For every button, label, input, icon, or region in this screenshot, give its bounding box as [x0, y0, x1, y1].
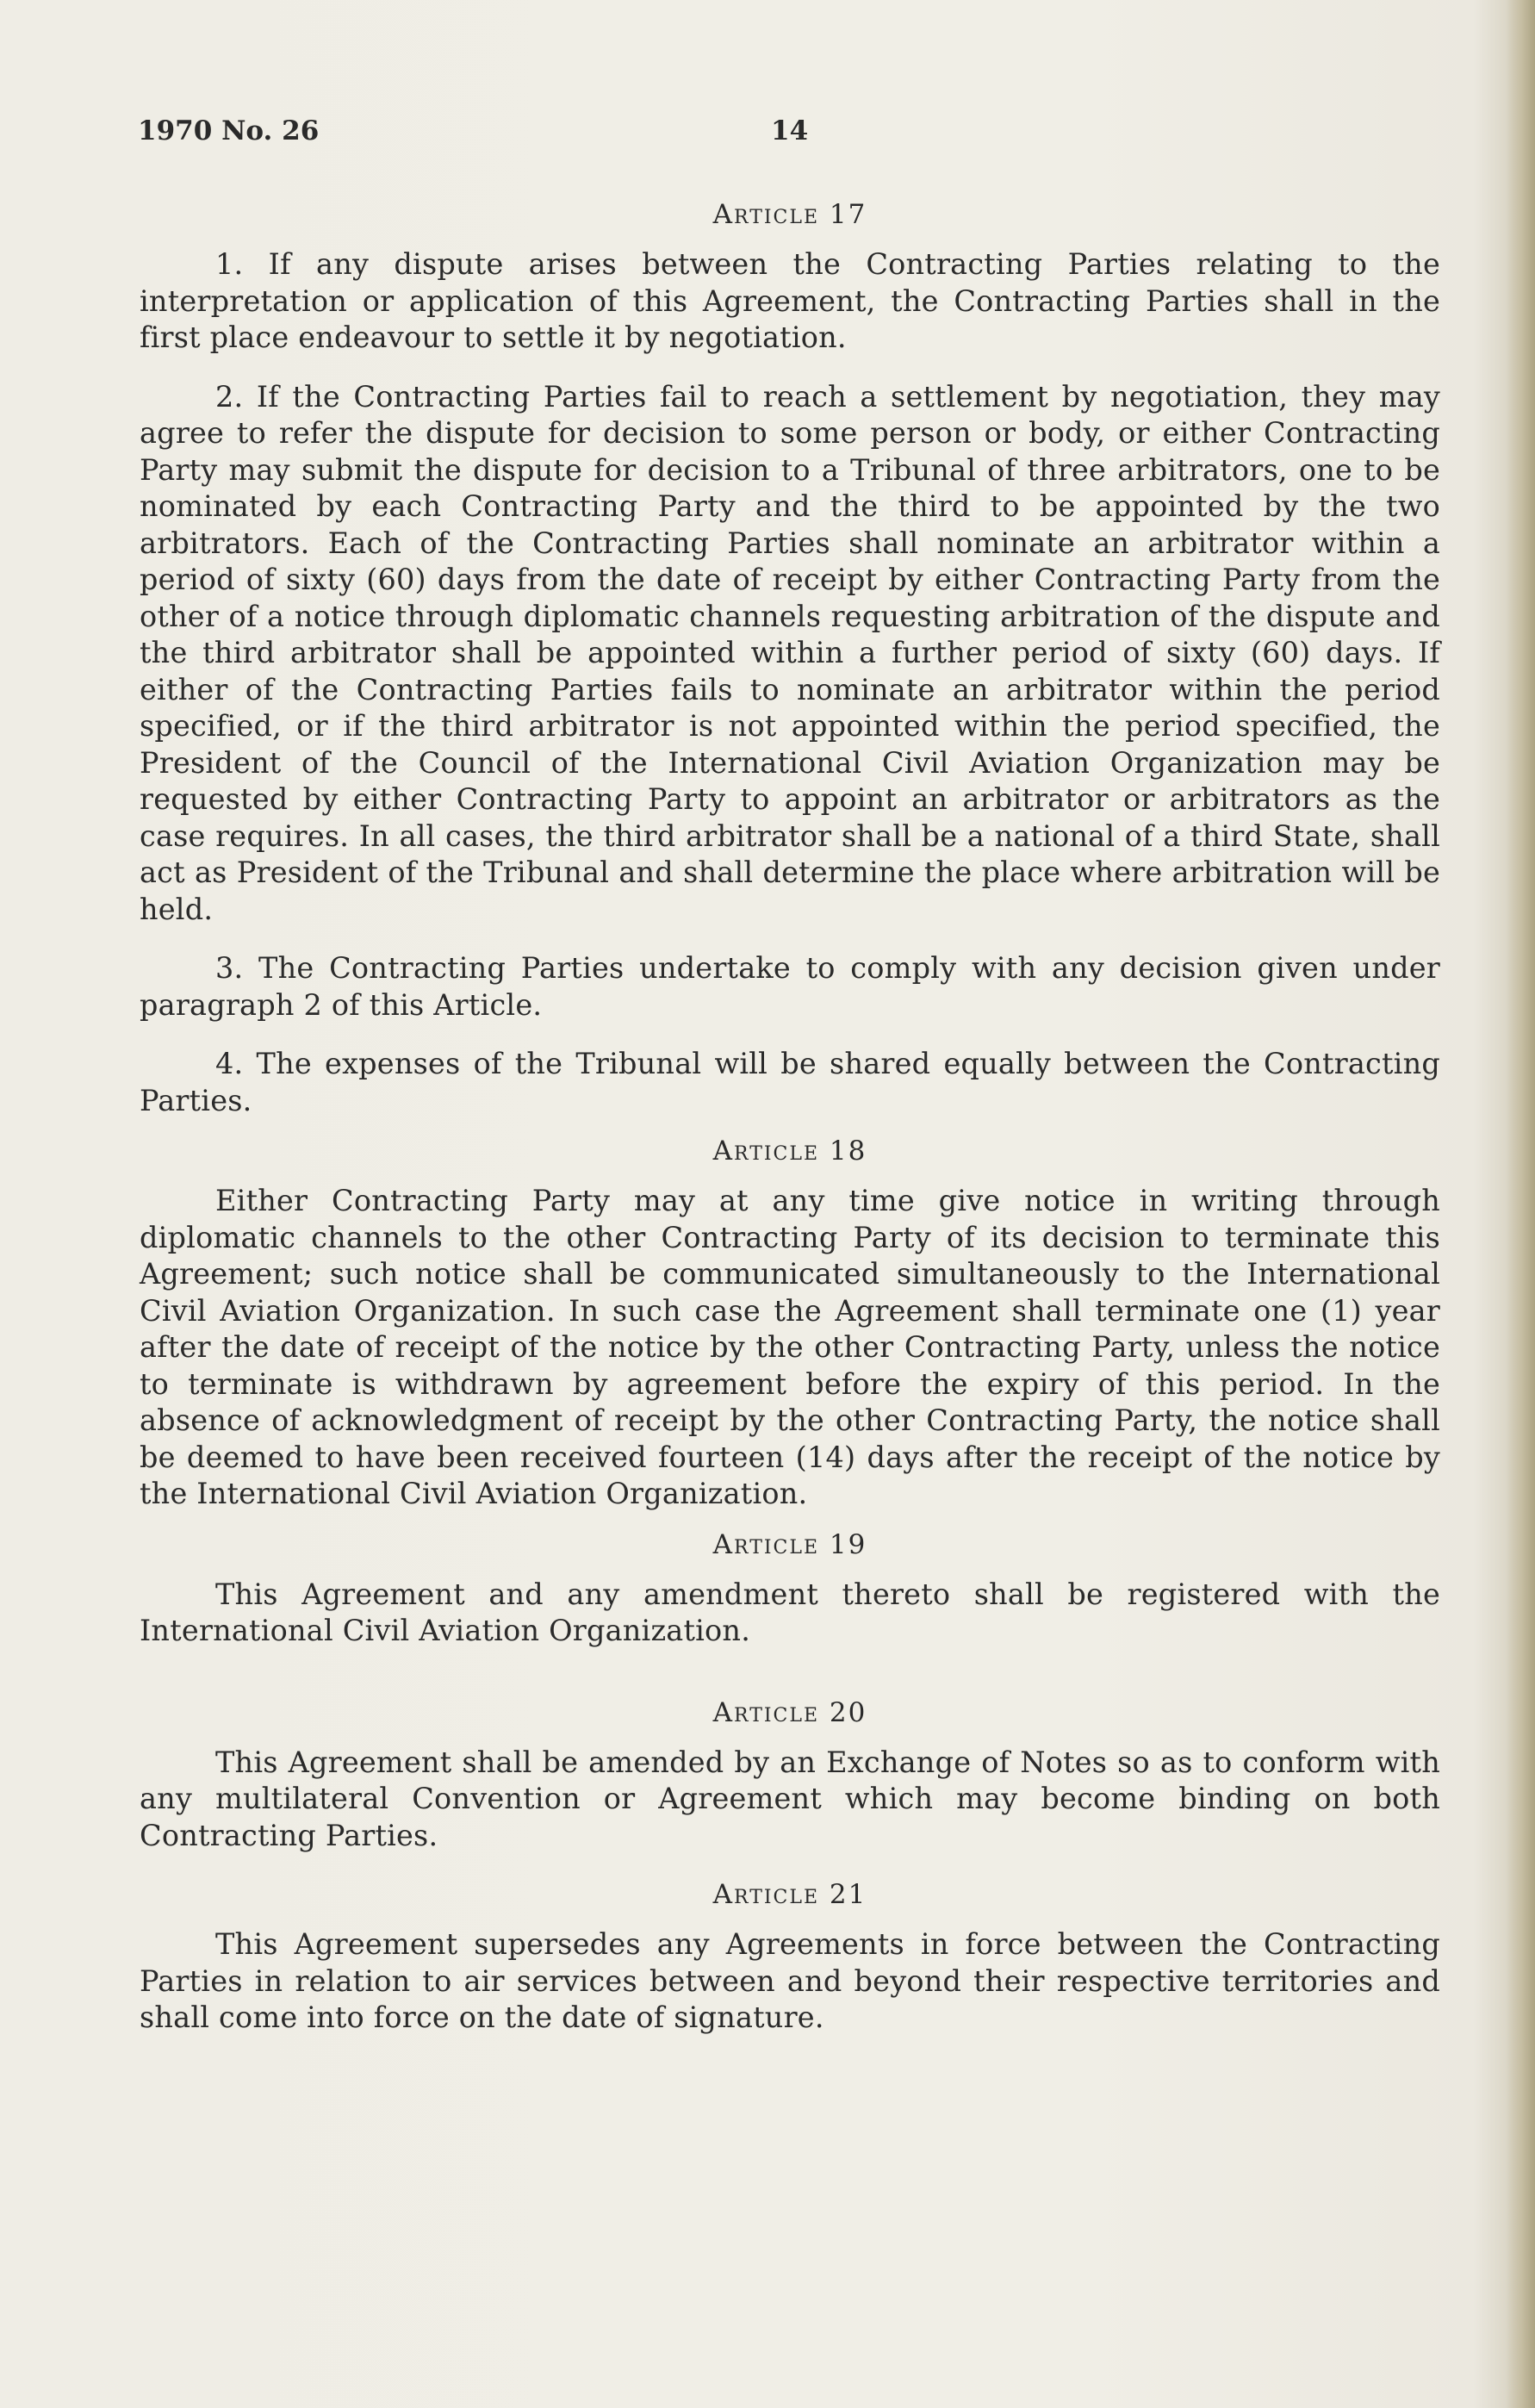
article-17-paragraph-1: 1. If any dispute arises between the Contracting Parties relating to the interpretation or application of this Agreement, the Contracting Parties shall in the first place endeavour to settle it by negotiation. — [140, 247, 1440, 354]
article-17-paragraph-2: 2. If the Contracting Parties fail to reach a settlement by negotiation, they may agree to refer the dispute for decision to some person or body, or either Contracting Party may submit the dispute for decision to a Tribunal of three arbitrators, one to be nominated by each Contracting Party and the third to be appointed by the two arbitrators. Each of the Contracting Parties shall nominate an arbitrator within a period of sixty (60) days from the date of receipt by either Contracting Party from the other of a notice through diplomatic channels requesting arbitration of the dispute and the third arbitrator shall be appointed within a further period of sixty (60) days. If either of the Contracting Parties fails to nominate an arbitrator within the period specified, or if the third arbitrator is not appointed within the period specified, the President of the Council of the International Civil Aviation Organization may be requested by either Contracting Party to appoint an arbitrator or arbitrators as the case requires. In all cases, the third arbitrator shall be a national of a third State, shall act as President of the Tribunal and shall determine the place where arbitration will be held. — [140, 379, 1440, 926]
article-19-heading: Article 19 — [712, 1528, 867, 1560]
document-body — [140, 196, 1440, 2059]
article-17-paragraph-3: 3. The Contracting Parties undertake to comply with any decision given under paragraph 2 of this Article. — [140, 951, 1440, 1022]
article-20-heading: Article 20 — [712, 1696, 867, 1728]
article-21-heading: Article 21 — [712, 1879, 867, 1910]
article-20-paragraph-1: This Agreement shall be amended by an Exchange of Notes so as to conform with any multilateral Convention or Agreement which may become binding on both Contracting Parties. — [140, 1745, 1440, 1852]
article-18-heading: Article 18 — [712, 1136, 867, 1167]
article-17-heading: Article 17 — [712, 199, 867, 230]
article-18-paragraph-1: Either Contracting Party may at any time give notice in writing through diplomatic channels to the other Contracting Party of its decision to terminate this Agreement; such notice shall be communicated simultaneously to the International Civil Aviation Organization. In such case the Agreement shall terminate one (1) year after the date of receipt of the notice by the other Contracting Party, unless the notice to terminate is withdrawn by agreement before the expiry of this period. In the absence of acknowledgment of receipt by the other Contracting Party, the notice shall be deemed to have been received fourteen (14) days after the receipt of the notice by the International Civil Aviation Organization. — [140, 1184, 1440, 1510]
page-header — [138, 115, 1447, 153]
article-17-paragraph-4: 4. The expenses of the Tribunal will be shared equally between the Contracting Parties. — [140, 1047, 1440, 1117]
statute-reference: 1970 No. 26 — [138, 115, 320, 146]
page-number: 14 — [771, 115, 809, 146]
book-spine-shadow — [1506, 0, 1535, 2408]
article-21-paragraph-1: This Agreement supersedes any Agreements in force between the Contracting Parties in relation to air services between and beyond their respective territories and shall come into force on the date of signature. — [140, 1927, 1440, 2034]
article-19-paragraph-1: This Agreement and any amendment thereto shall be registered with the International Civil Aviation Organization. — [140, 1577, 1440, 1647]
